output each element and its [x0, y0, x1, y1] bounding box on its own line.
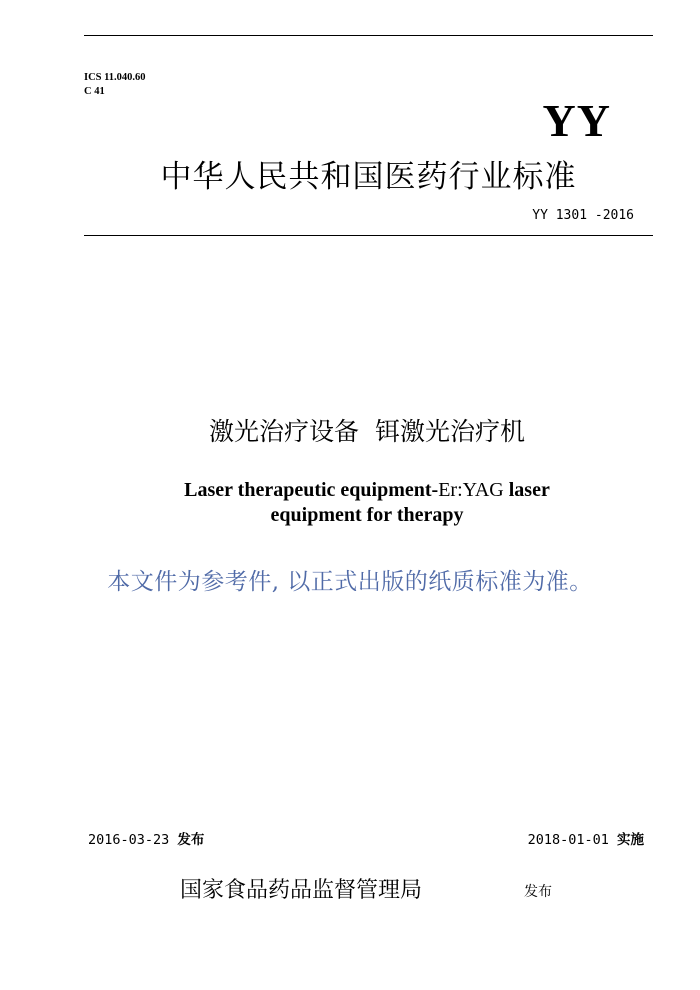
ccs-code: C 41	[84, 86, 105, 97]
top-rule	[84, 35, 653, 36]
implementation-date	[528, 830, 644, 850]
classification-codes	[84, 71, 146, 99]
standard-mark: YY	[542, 95, 611, 146]
issuing-authority: 国家食品药品监督管理局	[180, 878, 423, 903]
standard-type-title: 中华人民共和国医药行业标准	[160, 159, 577, 195]
implementation-date-value: 2018-01-01	[527, 832, 617, 848]
ics-code: ICS 11.040.60	[84, 72, 146, 83]
english-title-line-2: equipment for therapy	[270, 504, 464, 526]
issue-date	[88, 830, 204, 850]
standard-number: YY 1301 -2016	[532, 208, 634, 223]
issuing-authority-verb: 发布	[524, 884, 552, 900]
document-title-chinese: 激光治疗设备 铒激光治疗机	[209, 417, 525, 446]
header-bottom-rule	[84, 235, 653, 236]
issue-date-label: 发布	[177, 832, 205, 848]
document-title-english	[0, 478, 700, 528]
english-title-part-3: laser	[503, 479, 550, 501]
issue-date-value: 2016-03-23	[88, 832, 178, 848]
english-title-part-2: Er:YAG	[438, 479, 504, 501]
reference-notice-watermark: 本文件为参考件, 以正式出版的纸质标准为准。	[107, 569, 593, 595]
english-title-part-1: Laser therapeutic equipment-	[184, 479, 439, 501]
english-title-line-1	[0, 478, 700, 503]
implementation-date-label: 实施	[617, 832, 644, 848]
